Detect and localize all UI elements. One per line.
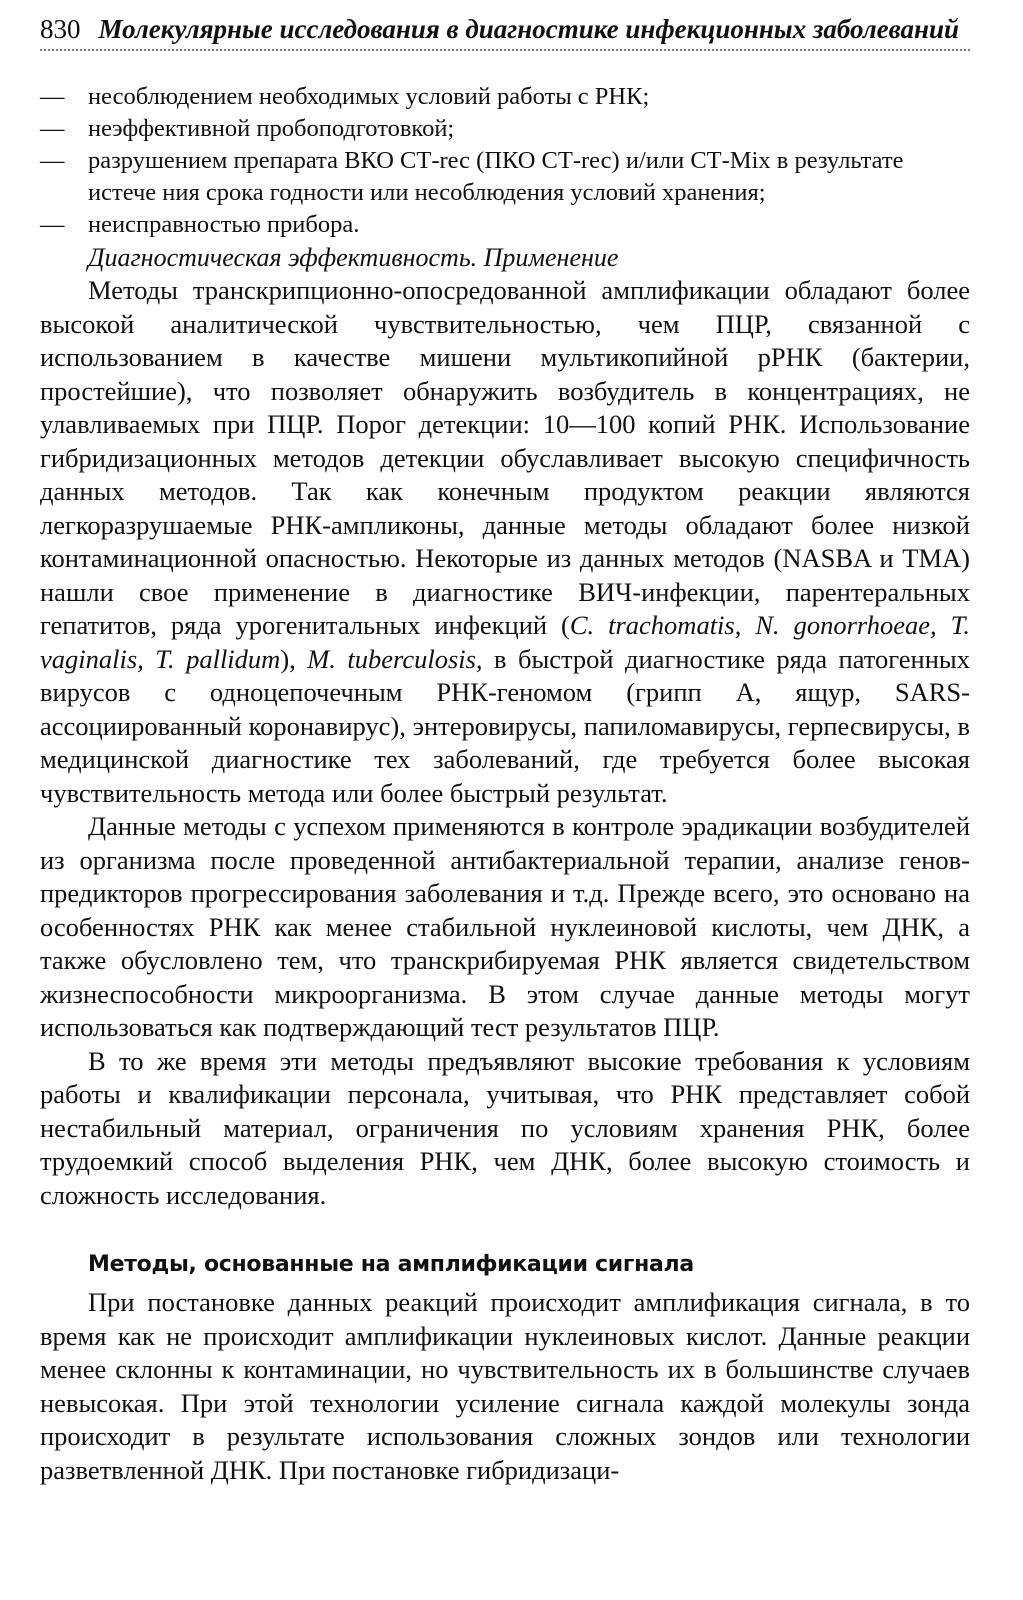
- body-paragraph: При постановке данных реакций происходит амплификация сигнала, в то время как не происходит амплификации нуклеиновых кислот. Данные реакции менее склонны к контаминации, но чувствительность их в большинстве случаев невысокая. При этой технологии усиление сигнала каждой молекулы зонда происходит в результате использования сложных зондов или технологии разветвленной ДНК. При постановке гибридизаци-: [40, 1287, 970, 1485]
- page-number: 830: [40, 14, 81, 44]
- paragraph-text: Методы транскрипционно-опосредованной амплификации обладают более высокой аналитической чувствительностью, чем ПЦР, связанной с использованием в качестве мишени мультикопийной рРНК (бактерии, простейшие), что позволяет обнаружить возбудитель в концентрациях, не улавливаемых при ПЦР. Порог детекции: 10—100 копий РНК. Использование гибридизационных методов детекции обуславливает высокую специфичность данных методов. Так как конечным продуктом реакции являются легкоразрушаемые РНК-ампликоны, данные методы обладают более низкой контаминационной опасностью. Некоторые из данных методов (NASBA и TMA) нашли свое применение в диагностике ВИЧ-инфекции, парентеральных гепатитов, ряда урогенитальных инфекций (: [40, 275, 970, 640]
- running-header: [40, 14, 970, 51]
- species-name: M. tuberculosis,: [307, 643, 483, 674]
- subheading: Диагностическая эффективность. Применение: [88, 243, 619, 272]
- list-item: [40, 145, 970, 209]
- paragraph-text: ),: [280, 643, 308, 674]
- list-item: [40, 113, 970, 145]
- list-item: [40, 81, 970, 113]
- paragraph-text: в быстрой диагностике ряда патогенных вирусов с одноцепочечным РНК-геномом (грипп А, ящур, SARS-ассоциированный коронавирус), энтеровирусы, папиломавирусы, герпесвирусы, в медицинской диагностике тех заболеваний, где требуется более высокая чувствительность метода или более быстрый результат.: [40, 643, 970, 808]
- section-title: Методы, основанные на амплификации сигнала: [88, 1252, 694, 1277]
- dash-marker: —: [40, 147, 65, 174]
- running-title: Молекулярные исследования в диагностике инфекционных заболеваний: [98, 14, 960, 44]
- list-item-text: неисправностью прибора.: [88, 211, 360, 238]
- dash-marker: —: [40, 211, 65, 238]
- list-item-text: несоблюдением необходимых условий работы с РНК;: [88, 83, 650, 110]
- book-page: [40, 14, 970, 1487]
- bullet-list: [40, 81, 970, 241]
- species-names: C. trachomatis, N. gonorrhoeae, T. vaginalis, T. pallidum: [40, 610, 970, 674]
- list-item-text: разрушением препарата ВКО СТ-rес (ПКО СТ-rес) и/или СТ-Mix в результате истече ния срока годности или несоблюдения условий хранения;: [88, 147, 904, 206]
- body-paragraph: Данные методы с успехом применяются в контроле эрадикации возбудителей из организма после проведенной антибактериальной терапии, анализе генов-предикторов прогрессирования заболевания и т.д. Прежде всего, это основано на особенностях РНК как менее стабильной нуклеиновой кислоты, чем ДНК, а также обусловлено тем, что транскрибируемая РНК является свидетельством жизнеспособности микроорганизма. В этом случае данные методы могут использоваться как подтверждающий тест результатов ПЦР.: [40, 811, 970, 1042]
- dash-marker: —: [40, 115, 65, 142]
- list-item-text: неэффективной пробоподготовкой;: [88, 115, 455, 142]
- dash-marker: —: [40, 83, 65, 110]
- body-paragraph: [40, 274, 970, 810]
- body-paragraph: В то же время эти методы предъявляют высокие требования к условиям работы и квалификации персонала, учитывая, что РНК представляет собой нестабильный материал, ограничения по условиям хранения РНК, более трудоемкий способ выделения РНК, чем ДНК, более высокую стоимость и сложность исследования.: [40, 1045, 970, 1210]
- list-item: [40, 209, 970, 241]
